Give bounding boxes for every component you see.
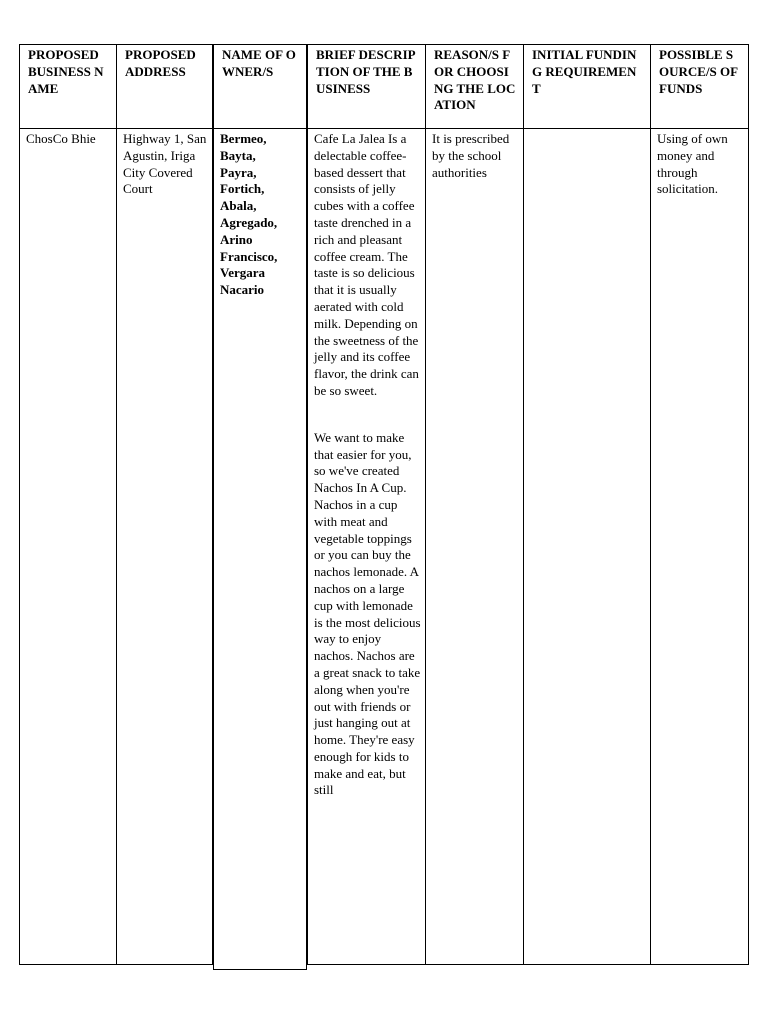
column-owners — [213, 44, 307, 970]
description-paragraph: Cafe La Jalea Is a delectable coffee-based dessert that consists of jelly cubes with a coffee taste drenched in a rich and pleasant coffee cream. The taste is so delicious that it is usually aerated with cold milk. Depending on the sweetness of the jelly and its coffee flavor, the drink can be so sweet. — [314, 131, 419, 398]
column-description — [307, 44, 426, 965]
column-sources — [650, 44, 749, 965]
description-paragraph: We want to make that easier for you, so we've created Nachos In A Cup. Nachos in a cup with meat and vegetable toppings or you can buy the nachos lemonade. A nachos on a large cup with lemonade is the most delicious way to enjoy nachos. Nachos are a great snack to take along when you're out with friends or just hanging out at home. They're easy enough for kids to make and eat, but still — [314, 429, 421, 798]
cell-reason: It is prescribed by the school authorities — [432, 131, 510, 180]
cell-owners — [214, 129, 306, 299]
owner-name: Francisco, — [220, 248, 278, 264]
cell-address: Highway 1, San Agustin, Iriga City Covered Court — [123, 131, 207, 197]
header-address: PROPOSED ADDRESS — [117, 45, 212, 129]
owner-name: Fortich, — [220, 181, 265, 197]
column-funding — [523, 44, 651, 965]
header-business-name: PROPOSED BUSINESS NAME — [20, 45, 116, 129]
owner-name: Bayta, — [220, 147, 256, 163]
header-funding: INITIAL FUNDING REQUIREMENT — [524, 45, 650, 129]
header-description: BRIEF DESCRIPTION OF THE BUSINESS — [308, 45, 425, 129]
owner-name: Agregado, — [220, 214, 278, 230]
column-business-name — [19, 44, 117, 965]
column-address — [116, 44, 213, 965]
owner-name: Payra, — [220, 164, 257, 180]
header-owners: NAME OF OWNER/S — [214, 45, 306, 129]
owner-name: Nacario — [220, 282, 265, 298]
column-reason — [425, 44, 524, 965]
owner-name: Vergara — [220, 265, 266, 281]
owner-name: Bermeo, — [220, 131, 267, 146]
cell-sources: Using of own money and through solicitation. — [657, 131, 728, 197]
header-reason: REASON/S FOR CHOOSING THE LOCATION — [426, 45, 523, 129]
cell-funding — [524, 129, 650, 131]
header-sources: POSSIBLE SOURCE/S OF FUNDS — [651, 45, 748, 129]
owner-name: Abala, — [220, 198, 257, 214]
cell-description — [308, 129, 425, 799]
cell-business-name: ChosCo Bhie — [26, 131, 96, 146]
owner-name: Arino — [220, 231, 253, 247]
